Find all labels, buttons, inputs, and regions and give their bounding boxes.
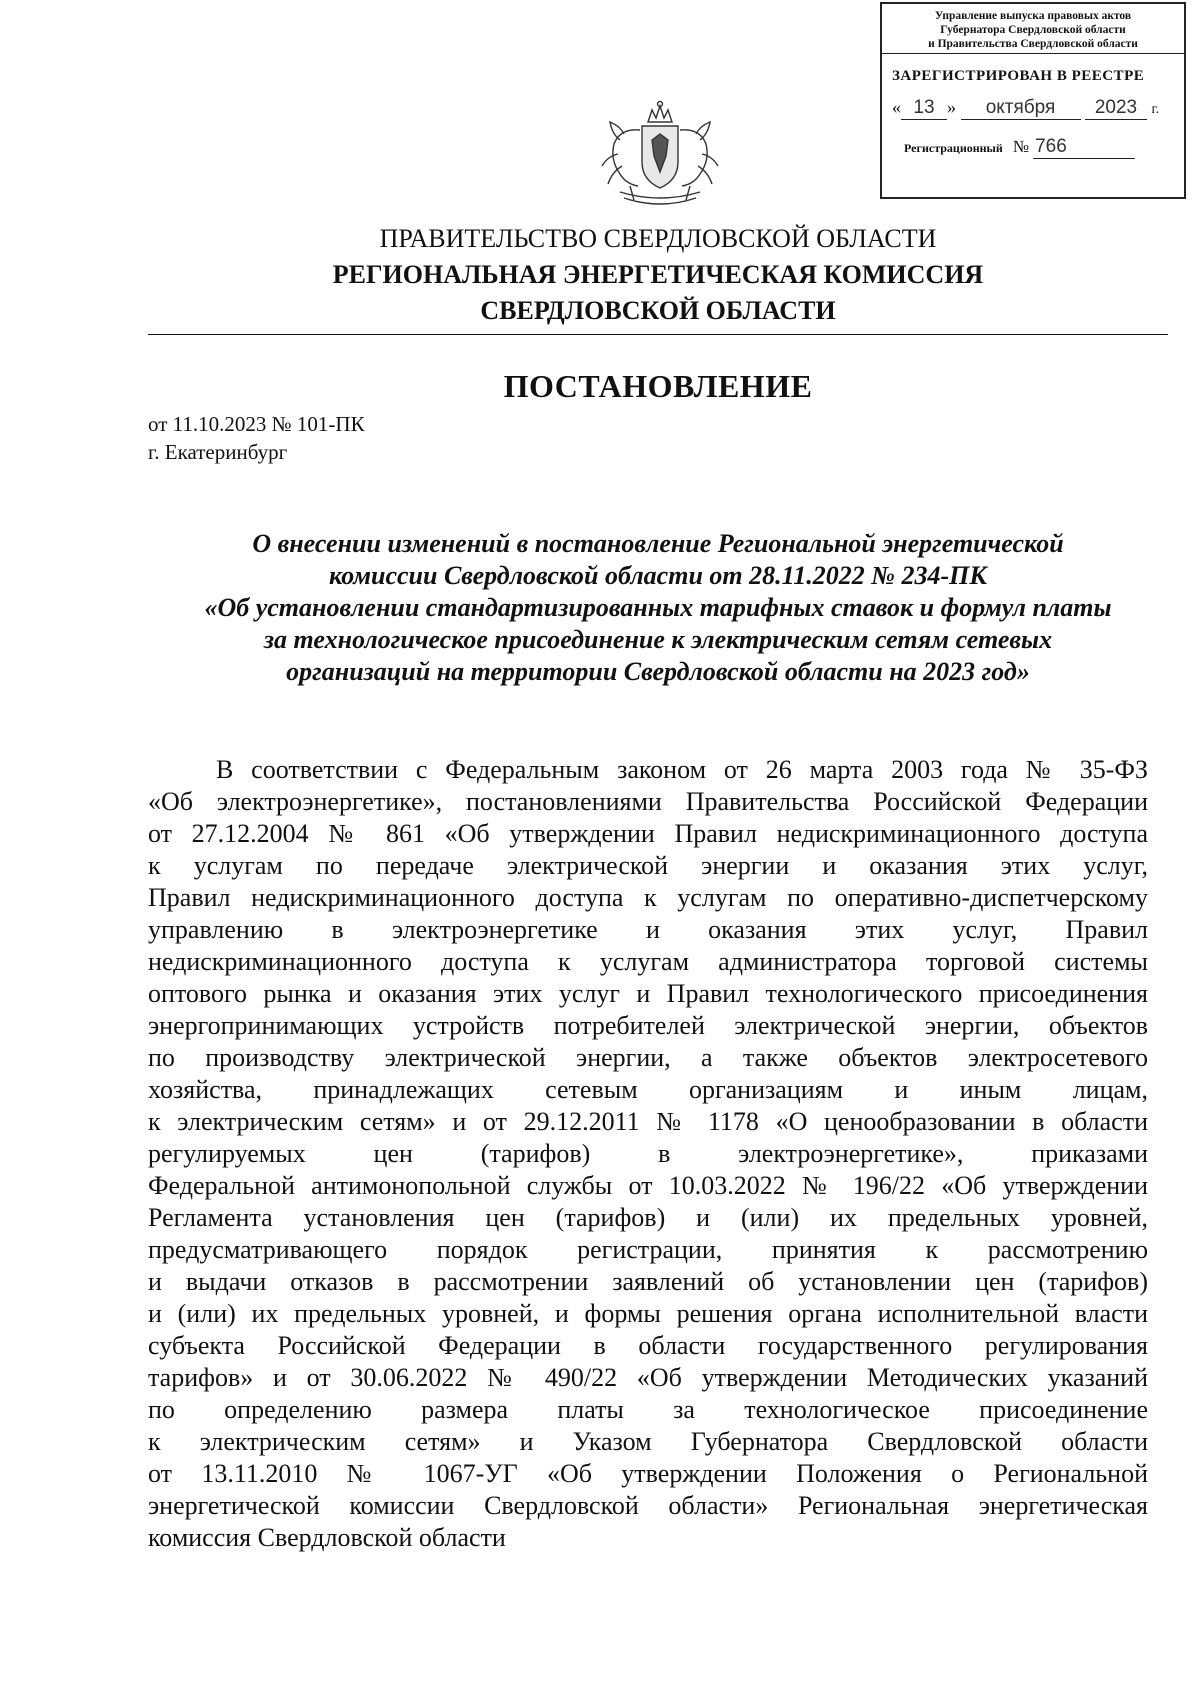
stamp-date-day: 13 — [901, 97, 947, 120]
coat-of-arms-emblem — [590, 100, 730, 216]
stamp-date-open-quote: « — [892, 97, 901, 117]
body-line: регулируемых цен (тарифов) в электроэнергетике», приказами — [148, 1139, 1148, 1168]
commission-title-line2: СВЕРДЛОВСКОЙ ОБЛАСТИ — [480, 296, 836, 325]
body-line: предусматривающего порядок регистрации, принятия к рассмотрению — [148, 1235, 1148, 1264]
stamp-header-line: и Правительства Свердловской области — [928, 38, 1138, 50]
body-line: к электрическим сетям» и Указом Губернатора Свердловской области — [148, 1427, 1148, 1456]
subject-line: организаций на территории Свердловской области на 2023 год» — [286, 657, 1030, 686]
stamp-date — [892, 97, 1184, 120]
document-city: г. Екатеринбург — [148, 440, 288, 464]
commission-title-line1: РЕГИОНАЛЬНАЯ ЭНЕРГЕТИЧЕСКАЯ КОМИССИЯ — [332, 260, 984, 289]
subject-line: «Об установлении стандартизированных тарифных ставок и формул платы — [204, 593, 1112, 622]
body-line: субъекта Российской Федерации в области государственного регулирования — [148, 1331, 1148, 1360]
stamp-date-close-quote: » — [947, 97, 956, 117]
body-line: «Об электроэнергетике», постановлениями Правительства Российской Федерации — [148, 787, 1148, 816]
registration-stamp — [880, 2, 1186, 199]
stamp-header-line: Губернатора Свердловской области — [940, 24, 1126, 36]
stamp-date-month: октября — [961, 97, 1081, 120]
subject-line: за технологическое присоединение к электрическим сетям сетевых — [263, 625, 1053, 654]
subject-line: О внесении изменений в постановление Региональной энергетической — [252, 529, 1064, 558]
body-line: комиссия Свердловской области — [148, 1523, 506, 1552]
stamp-no-sign: № — [1012, 137, 1030, 156]
stamp-registered-label: ЗАРЕГИСТРИРОВАН В РЕЕСТРЕ — [892, 68, 1145, 84]
body-line: недискриминационного доступа к услугам администратора торговой системы — [148, 947, 1148, 976]
document-type: ПОСТАНОВЛЕНИЕ — [503, 368, 813, 404]
stamp-header — [882, 4, 1184, 54]
body-line: энергетической комиссии Свердловской области» Региональная энергетическая — [148, 1491, 1148, 1520]
body-line: хозяйства, принадлежащих сетевым организациям и иным лицам, — [148, 1075, 1148, 1104]
document-date-number: от 11.10.2023 № 101-ПК — [148, 412, 365, 436]
stamp-date-year: 2023 — [1085, 97, 1147, 120]
body-line: В соответствии с Федеральным законом от 26 марта 2003 года № 35-ФЗ — [216, 755, 1148, 784]
body-paragraph — [148, 754, 1148, 1554]
body-line: оптового рынка и оказания этих услуг и Правил технологического присоединения — [148, 979, 1148, 1008]
body-line: от 13.11.2010 № 1067-УГ «Об утверждении Положения о Региональной — [148, 1459, 1148, 1488]
government-title: ПРАВИТЕЛЬСТВО СВЕРДЛОВСКОЙ ОБЛАСТИ — [379, 224, 937, 253]
document-subject — [148, 528, 1168, 688]
body-line: по определению размера платы за технологическое присоединение — [148, 1395, 1148, 1424]
body-line: и (или) их предельных уровней, и формы решения органа исполнительной власти — [148, 1299, 1148, 1328]
stamp-reg-label: Регистрационный — [904, 141, 1003, 155]
body-line: к электрическим сетям» и от 29.12.2011 № 1178 «О ценообразовании в области — [148, 1107, 1148, 1136]
body-line: управлению в электроэнергетике и оказания этих услуг, Правил — [148, 915, 1148, 944]
stamp-date-suffix: г. — [1151, 102, 1160, 117]
body-line: энергопринимающих устройств потребителей электрической энергии, объектов — [148, 1011, 1148, 1040]
stamp-header-line: Управление выпуска правовых актов — [934, 10, 1132, 22]
body-line: Регламента установления цен (тарифов) и (или) их предельных уровней, — [148, 1203, 1148, 1232]
body-line: и выдачи отказов в рассмотрении заявлений об установлении цен (тарифов) — [148, 1267, 1148, 1296]
stamp-reg-number — [904, 136, 1184, 159]
body-line: от 27.12.2004 № 861 «Об утверждении Правил недискриминационного доступа — [148, 819, 1148, 848]
body-line: по производству электрической энергии, а также объектов электросетевого — [148, 1043, 1148, 1072]
subject-line: комиссии Свердловской области от 28.11.2022 № 234-ПК — [329, 561, 987, 590]
body-line: к услугам по передаче электрической энергии и оказания этих услуг, — [148, 851, 1148, 880]
body-line: Федеральной антимонопольной службы от 10.03.2022 № 196/22 «Об утверждении — [148, 1171, 1148, 1200]
stamp-reg-number-value: 766 — [1033, 136, 1135, 159]
body-line: Правил недискриминационного доступа к услугам по оперативно-диспетчерскому — [148, 883, 1148, 912]
header-divider — [148, 334, 1168, 335]
body-line: тарифов» и от 30.06.2022 № 490/22 «Об утверждении Методических указаний — [148, 1363, 1148, 1392]
